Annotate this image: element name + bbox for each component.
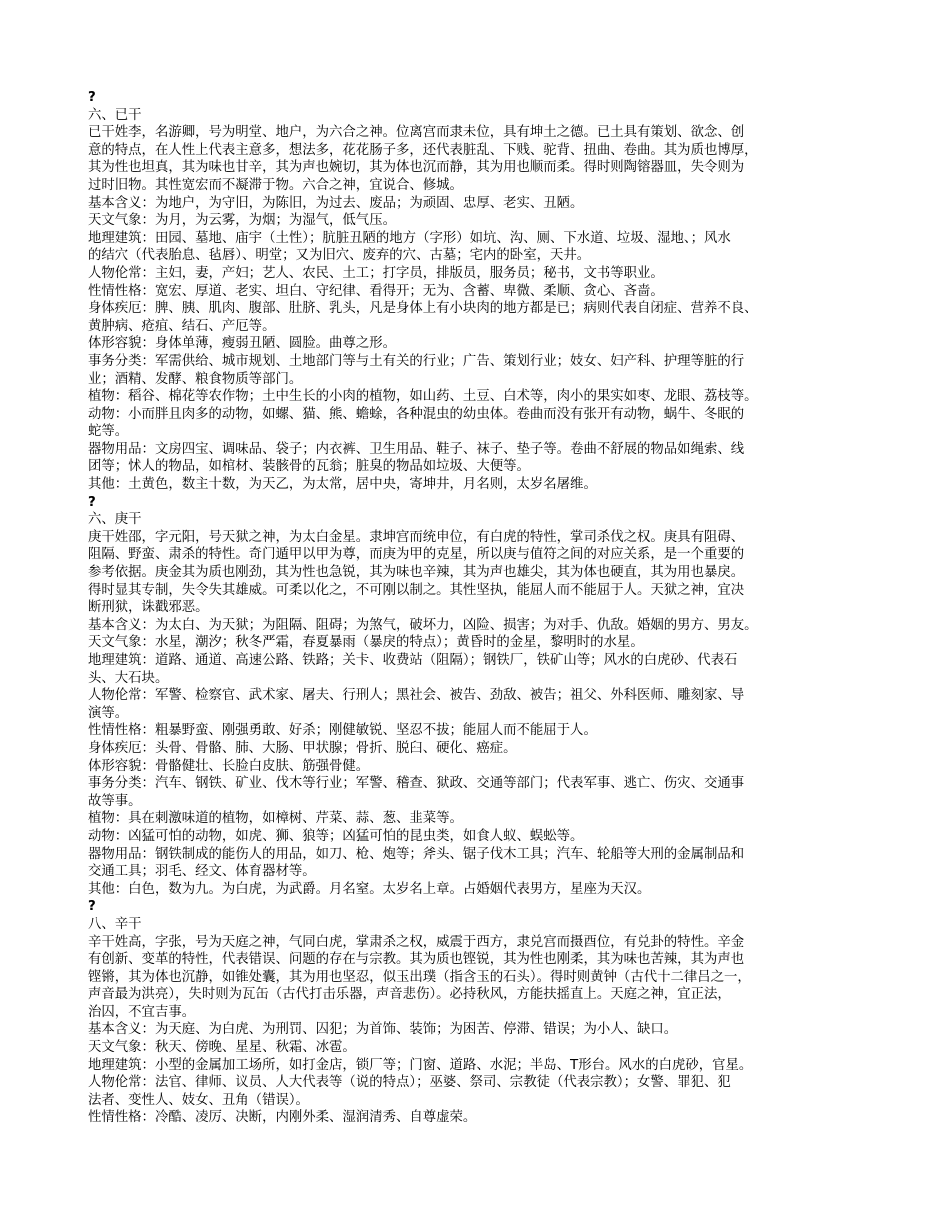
text-line: 断刑狱，诛戳邪恶。 — [88, 600, 209, 616]
text-line: 身体疾厄：头骨、骨骼、肺、大肠、甲状腺；骨折、脱臼、硬化、癌症。 — [88, 740, 517, 756]
text-line: 其他：白色，数为九。为白虎，为武爵。月名窒。太岁名上章。占婚姻代表男方，星座为天汉。 — [88, 881, 651, 897]
text-line: 演等。 — [88, 705, 129, 721]
text-line: 已干姓李，名游卿，号为明堂、地户，为六合之神。位离宫而隶未位，具有坤土之德。已土具有策划、欲念、创 — [88, 125, 745, 141]
text-line: 声音最为洪亮），失时则为瓦缶（古代打击乐器，声音悲伤）。必持秋风，方能扶摇直上。天庭之神，宜正法， — [88, 987, 731, 1003]
text-line: 得时显其专制，失令失其雄威。可柔以化之，不可刚以制之。其性坚执，能屈人而不能屈于人。天狱之神，宜决 — [88, 582, 745, 598]
text-line: 性情性格：冷酷、凌厉、决断，内刚外柔、湿润清秀、自尊虚荣。 — [88, 1110, 477, 1126]
text-line: 基本含义：为地户，为守旧，为陈旧，为过去、废品；为顽固、忠厚、老实、丑陋。 — [88, 195, 584, 211]
text-line: 体形容貌：骨骼健壮、长脸白皮肤、筋强骨健。 — [88, 758, 370, 774]
placeholder-mark: ? — [88, 90, 96, 105]
text-line: 动物：小而胖且肉多的动物，如螺、猫、熊、蟾蜍，各种混虫的幼虫体。卷曲而没有张开有动物，蜗牛、冬眠的 — [88, 406, 745, 422]
text-line: 天文气象：秋天、傍晚、星星、秋霜、冰雹。 — [88, 1040, 356, 1056]
text-line: 身体疾厄：脾、胰、肌肉、腹部、肚脐、乳头，凡是身体上有小块肉的地方都是已；病则代表自闭症、营养不良、 — [88, 301, 758, 317]
text-line: 法者、变性人、妓女、丑角（错误）。 — [88, 1092, 309, 1108]
text-line: 地理建筑：田园、墓地、庙宇（土性）；肮脏丑陋的地方（字形）如坑、沟、厕、下水道、垃圾、湿地、；风水 — [88, 230, 731, 246]
text-line: 蛇等。 — [88, 424, 129, 440]
text-line: 天文气象：为月，为云雾，为烟；为湿气，低气压。 — [88, 213, 396, 229]
text-line: 阻隔、野蛮、肃杀的特性。奇门遁甲以甲为尊，而庚为甲的克星，所以庚与值符之间的对应关系，是一个重要的 — [88, 547, 745, 563]
placeholder-mark: ? — [88, 494, 96, 510]
placeholder-mark: ? — [88, 899, 96, 915]
text-line: 辛干姓高，字张，号为天庭之神，气同白虎，掌肃杀之权，威震于西方，隶兑宫而摄酉位，有兑卦的特性。辛金 — [88, 934, 745, 950]
document-body — [88, 89, 863, 1127]
text-line: 植物：具在刺激味道的植物，如樟树、芹菜、蒜、葱、韭菜等。 — [88, 811, 463, 827]
text-line: 体形容貌：身体单薄，瘦弱丑陋、圆脸。曲尊之形。 — [88, 336, 396, 352]
text-line: 事务分类：汽车、钢铁、矿业、伐木等行业；军警、稽查、狱政、交通等部门；代表军事、逃亡、伤灾、交通事 — [88, 776, 745, 792]
text-line: 人物伦常：主妇，妻，产妇；艺人、农民、土工；打字员，排版员，服务员；秘书，文书等职业。 — [88, 265, 664, 281]
text-line: 地理建筑：小型的金属加工场所，如打金店，锁厂等；门窗、道路、水泥；半岛、T形台。风水的白虎砂，官星。 — [88, 1057, 753, 1073]
text-line: 头、大石块。 — [88, 670, 169, 686]
section-heading: 六、已干 — [88, 107, 142, 123]
text-line: 庚干姓邵，字元阳，号天狱之神，为太白金星。隶坤宫而统申位，有白虎的特性，掌司杀伐之权。庚具有阻碍、 — [88, 529, 745, 545]
text-line: 动物：凶猛可怕的动物，如虎、狮、狼等；凶猛可怕的昆虫类，如食人蚁、蜈蚣等。 — [88, 828, 584, 844]
text-line: 故等事。 — [88, 793, 142, 809]
text-line: 地理建筑：道路、通道、高速公路、铁路；关卡、收费站（阻隔）；钢铁厂，铁矿山等；风水的白虎砂、代表石 — [88, 653, 738, 668]
text-line: 人物伦常：法官、律师、议员、人大代表等（说的特点）；巫婆、祭司、宗教徒（代表宗教）；女警、罪犯、犯 — [88, 1075, 731, 1091]
text-line: 性情性格：粗暴野蛮、刚强勇敢、好杀；刚健敏锐、坚忍不拔；能屈人而不能屈于人。 — [88, 723, 597, 739]
text-line: 参考依据。庚金其为质也刚劲，其为性也急锐，其为味也辛辣，其为声也雄尖，其为体也硬直，其为用也暴戾。 — [88, 565, 745, 581]
text-line: 黄肿病、疮疽、结石、产厄等。 — [88, 318, 276, 334]
text-line: 交通工具；羽毛、经文、体育器材等。 — [88, 864, 316, 880]
text-line: 团等；怵人的物品，如棺材、装骸骨的瓦翁；脏臭的物品如垃圾、大便等。 — [88, 459, 530, 475]
text-line: 有创新、变革的特性，代表错误、问题的存在与宗教。其为质也铿锐，其为性也刚柔，其为味也苦辣，其为声也 — [88, 952, 745, 968]
section-geng — [88, 494, 863, 899]
text-line: 其他：土黄色，数主十数，为天乙，为太常，居中央，寄坤井，月名则，太岁名屠维。 — [88, 477, 597, 493]
text-line: 业；酒精、发酵、粮食物质等部门。 — [88, 371, 303, 387]
section-ji — [88, 89, 863, 494]
text-line: 的结穴（代表胎息、毡唇）、明堂；又为旧穴、废弃的穴、古墓；宅内的卧室，天井。 — [88, 248, 591, 264]
text-line: 事务分类：军需供给、城市规划、土地部门等与土有关的行业；广告、策划行业；妓女、妇产科、护理等脏的行 — [88, 353, 745, 369]
text-line: 治囚，不宜吉事。 — [88, 1004, 196, 1020]
section-heading: 六、庚干 — [88, 512, 142, 528]
text-line: 基本含义：为天庭、为白虎、为刑罚、囚犯；为首饰、装饰；为困苦、停滞、错误；为小人、缺口。 — [88, 1022, 678, 1038]
text-line: 器物用品：文房四宝、调味品、袋子；内衣裤、卫生用品、鞋子、袜子、垫子等。卷曲不舒展的物品如绳索、线 — [88, 441, 745, 457]
text-line: 铿锵，其为体也沉静，如锥处囊，其为用也坚忍，似玉出璞（指含玉的石头）。得时则黄钟（古代十二律吕之一， — [88, 969, 751, 985]
text-line: 器物用品：钢铁制成的能伤人的用品，如刀、枪、炮等；斧头、锯子伐木工具；汽车、轮船等大刑的金属制品和 — [88, 846, 745, 862]
section-xin — [88, 898, 863, 1127]
section-heading: 八、辛干 — [88, 916, 142, 932]
text-line: 基本含义：为太白、为天狱；为阻隔、阻碍；为煞气，破坏力，凶险、损害；为对手、仇敌。婚姻的男方、男友。 — [88, 617, 758, 633]
text-line: 意的特点，在人性上代表主意多，想法多，花花肠子多，还代表脏乱、下贱、驼背、扭曲、卷曲。其为质也博厚， — [88, 142, 758, 158]
text-line: 人物伦常：军警、检察官、武术家、屠夫、行刑人；黑社会、被告、劲敌、被告；祖父、外科医师、雕刻家、导 — [88, 688, 745, 704]
text-line: 其为性也坦真，其为味也甘辛，其为声也婉切，其为体也沉而静，其为用也顺而柔。得时则陶镕器皿，失令则为 — [88, 160, 745, 176]
text-line: 过时旧物。其性宽宏而不凝滞于物。六合之神，宜说合、修城。 — [88, 177, 463, 193]
text-line: 天文气象：水星，潮汐；秋冬严霜，春夏暴雨（暴戾的特点）；黄昏时的金星，黎明时的水星。 — [88, 635, 644, 651]
text-line: 植物：稻谷、棉花等农作物；土中生长的小肉的植物，如山药、土豆、白术等，肉小的果实如枣、龙眼、荔枝等。 — [88, 389, 758, 405]
text-line: 性情性格：宽宏、厚道、老实、坦白、守纪律、看得开；无为、含蓄、卑微、柔顺、贪心、吝啬。 — [88, 283, 664, 299]
